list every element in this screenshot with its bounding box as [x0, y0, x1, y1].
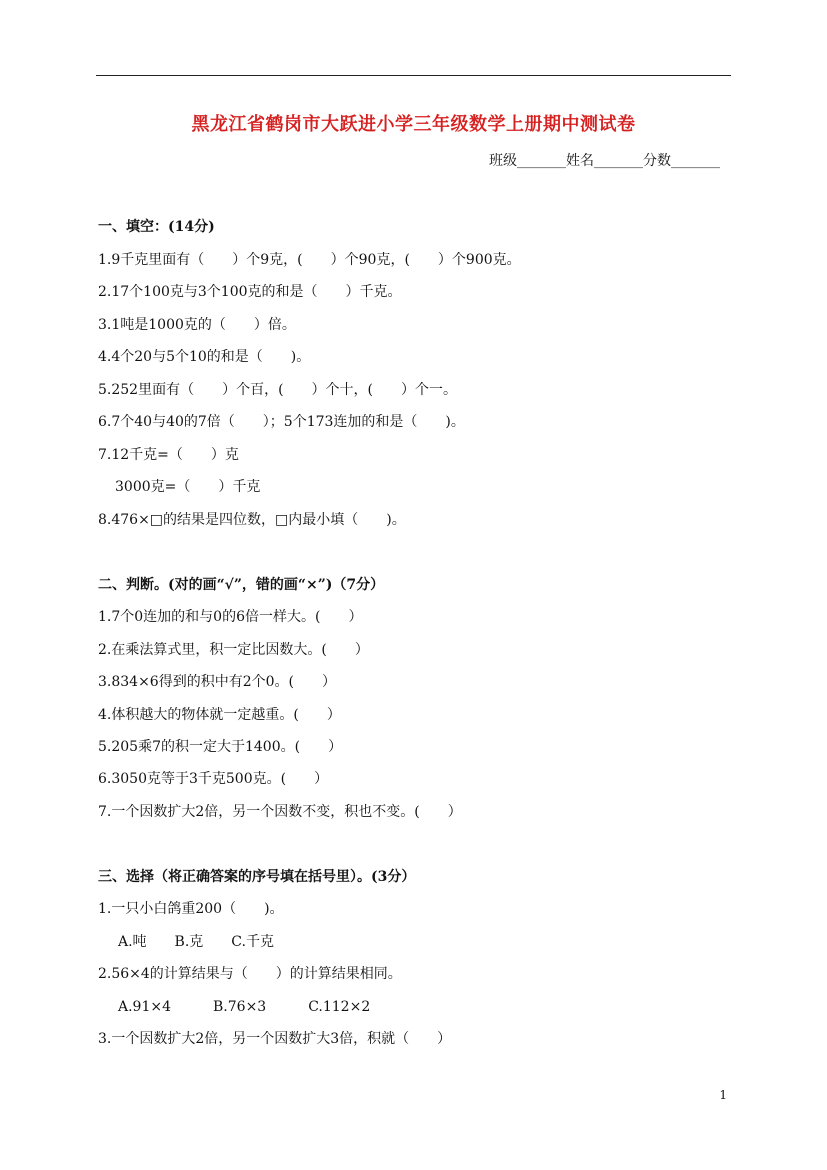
section-2-heading: 二、判断。(对的画“√”，错的画“×”)（7分）: [98, 577, 385, 593]
question-line: 5.205乘7的积一定大于1400。( ）: [98, 739, 343, 755]
answer-options: A.吨 B.克 C.千克: [118, 934, 274, 950]
header-rule: [96, 75, 731, 76]
question-line: 4.4个20与5个10的和是（ )。: [98, 349, 311, 365]
section-1-heading: 一、填空：(14分): [98, 219, 215, 235]
question-line: 3.一个因数扩大2倍，另一个因数扩大3倍，积就（ ）: [98, 1031, 452, 1047]
section-3-heading: 三、选择（将正确答案的序号填在括号里）。(3分）: [98, 869, 416, 885]
document-title: 黑龙江省鹤岗市大跃进小学三年级数学上册期中测试卷: [191, 114, 636, 135]
question-line: 6.7个40与40的7倍（ ）；5个173连加的和是（ )。: [98, 414, 465, 430]
question-line: 3.1吨是1000克的（ ）倍。: [98, 317, 296, 333]
answer-options: A.91×4 B.76×3 C.112×2: [118, 999, 371, 1015]
question-line: 5.252里面有（ ）个百，( ）个十，( ）个一。: [98, 382, 458, 398]
question-line: 2.56×4的计算结果与（ ）的计算结果相同。: [98, 966, 402, 982]
question-line: 7.12千克=（ ）克: [98, 447, 239, 463]
question-line: 8.476×□的结果是四位数，□内最小填（ )。: [98, 512, 406, 528]
student-info-line: 班级_______姓名_______分数_______: [489, 153, 720, 169]
question-line: 1.一只小白鸽重200（ )。: [98, 901, 284, 917]
question-line: 4.体积越大的物体就一定越重。( ）: [98, 707, 341, 723]
question-line: 2.在乘法算式里，积一定比因数大。( ）: [98, 642, 369, 658]
page-number: 1: [719, 1088, 727, 1102]
question-line: 7.一个因数扩大2倍，另一个因数不变，积也不变。( ）: [98, 804, 462, 820]
question-line: 3000克=（ ）千克: [115, 479, 261, 495]
question-line: 2.17个100克与3个100克的和是（ ）千克。: [98, 284, 402, 300]
question-line: 6.3050克等于3千克500克。( ）: [98, 771, 329, 787]
question-line: 1.7个0连加的和与0的6倍一样大。( ）: [98, 609, 363, 625]
question-line: 3.834×6得到的积中有2个0。( ）: [98, 674, 336, 690]
question-line: 1.9千克里面有（ ）个9克，( ）个90克，( ）个900克。: [98, 252, 521, 268]
